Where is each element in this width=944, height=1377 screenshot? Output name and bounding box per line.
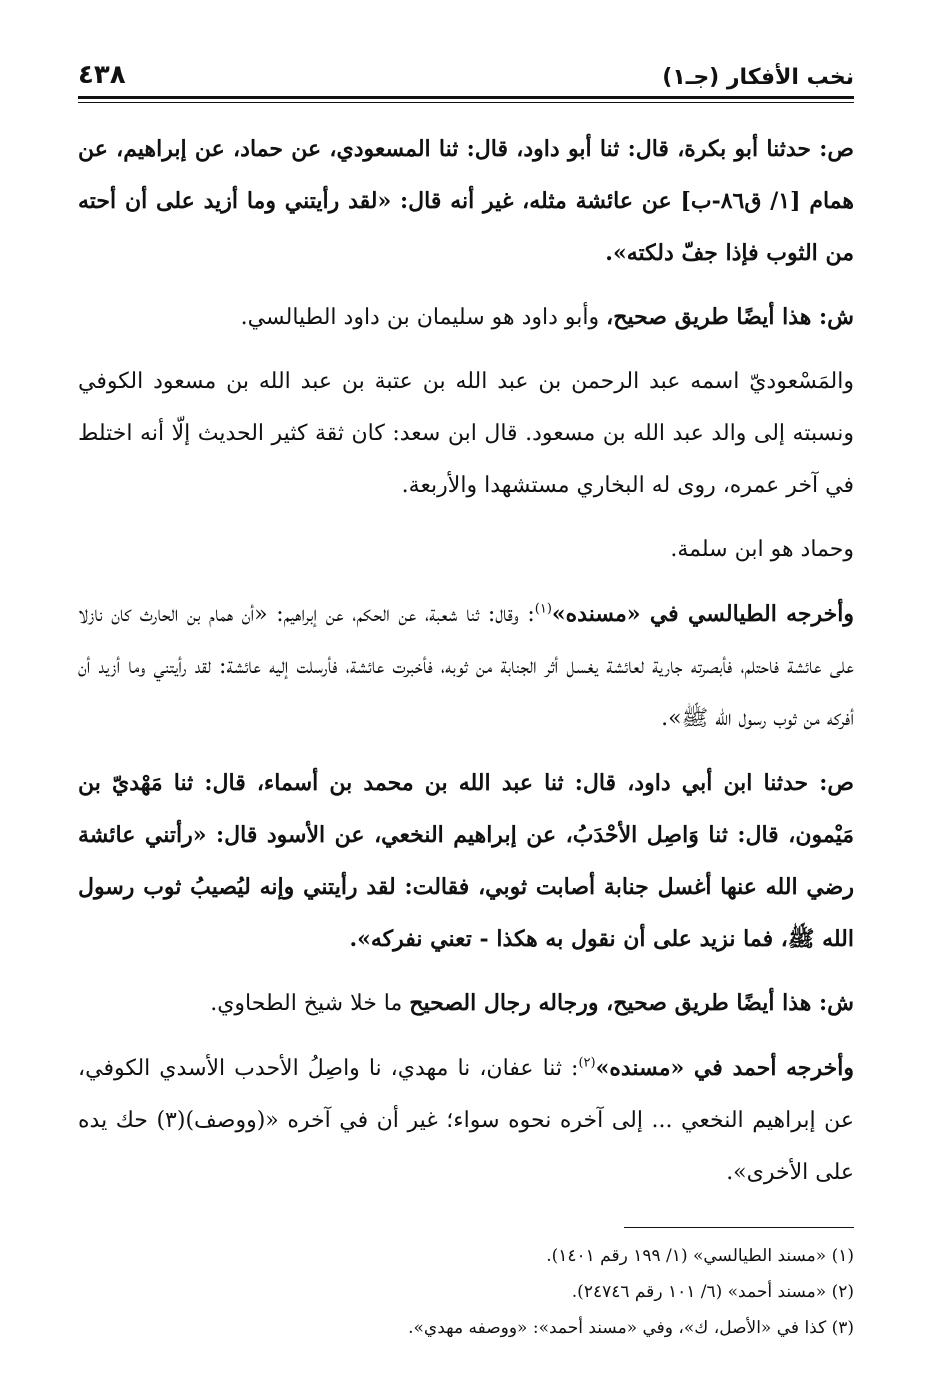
footnote-ref[interactable]: (٢) bbox=[578, 1055, 596, 1071]
paragraph-text: والمَسْعوديّ اسمه عبد الرحمن بن عبد الله بن عتبة بن عبد الله بن مسعود الكوفي ونسبته إلى والد عبد الله بن مسعود. قال ابن سعد: كان ثقة كثير الحديث إلّا أنه اختلط في آخر عمره، روى له البخاري مستشهدا والأربعة. bbox=[78, 369, 854, 498]
paragraph-lead: ش: هذا أيضًا طريق صحيح، ورجاله رجال الصحيح bbox=[409, 990, 854, 1016]
paragraph-lead: وأخرجه أحمد في «مسنده» bbox=[595, 1055, 854, 1081]
paragraph-lead: وأخرجه الطيالسي في «مسنده» bbox=[551, 601, 854, 627]
paragraph bbox=[78, 757, 854, 965]
paragraph-lead: ش: هذا أيضًا طريق صحيح، bbox=[606, 304, 854, 330]
paragraph-text: ما خلا شيخ الطحاوي. bbox=[210, 991, 410, 1016]
footnote: (١) «مسند الطيالسي» (١/ ١٩٩ رقم ١٤٠١). bbox=[546, 1246, 854, 1266]
paragraph-text: وأبو داود هو سليمان بن داود الطيالسي. bbox=[240, 305, 607, 330]
paragraph-text: : ثنا عفان، نا مهدي، نا واصِلُ الأحدب الأسدي الكوفي، عن إبراهيم النخعي ... إلى آخره نحوه سواء؛ غير أن في آخره «(ووصف)(٣) حك يده على الأخرى». bbox=[78, 1056, 854, 1185]
running-title: نخب الأفكار (جـ١) bbox=[662, 65, 854, 90]
page bbox=[78, 50, 854, 1346]
footnote: (٢) «مسند أحمد» (٦/ ١٠١ رقم ٢٤٧٤٦). bbox=[571, 1282, 854, 1302]
body-text bbox=[78, 123, 854, 1199]
page-number: ٤٣٨ bbox=[78, 60, 126, 90]
paragraph bbox=[78, 123, 854, 279]
paragraph-text: وحماد هو ابن سلمة. bbox=[670, 537, 854, 562]
paragraph bbox=[78, 1042, 854, 1199]
paragraph-text: ص: حدثنا ابن أبي داود، قال: ثنا عبد الله بن محمد بن أسماء، قال: ثنا مَهْديّ بن مَيْمون، قال: ثنا وَاصِل الأحْدَبُ، عن إبراهيم النخعي، عن الأسود قال: «رأتني عائشة رضي الله عنها أغسل جنابة أصابت ثوبي، فقالت: لقد رأيتني وإنه ليُصيبُ ثوب رسول الله ﷺ، فما نزيد على أن نقول به هكذا - تعني نفركه». bbox=[78, 770, 854, 952]
paragraph bbox=[78, 588, 854, 745]
paragraph-text: ص: حدثنا أبو بكرة، قال: ثنا أبو داود، قال: ثنا المسعودي، عن حماد، عن إبراهيم، عن همام [١/ ق٨٦-ب] عن عائشة مثله، غير أنه قال: «لقد رأيتني وما أزيد على أن أحته من الثوب فإذا جفّ دلكته». bbox=[78, 136, 855, 266]
header-rule-thin bbox=[78, 102, 854, 103]
paragraph bbox=[78, 524, 854, 576]
paragraph bbox=[78, 291, 854, 344]
footnote: (٣) كذا في «الأصل، ك»، وفي «مسند أحمد»: «ووصفه مهدي». bbox=[408, 1318, 854, 1338]
paragraph bbox=[78, 977, 854, 1030]
footnote-ref[interactable]: (١) bbox=[534, 601, 552, 617]
page-header bbox=[78, 50, 854, 90]
paragraph-text: : وقال: ثنا شعبة، عن الحكم، عن إبراهيم: «أن همام بن الحارث كان نازلا على عائشة فاحتلم، فأبصرته جارية لعائشة يغسل أثر الجنابة من ثوبه، فأخبرت عائشة، فأرسلت إليه عائشة: لقد رأيتني وما أزيد أن أفركه من ثوب رسول الله ﷺ». bbox=[78, 602, 854, 731]
paragraph bbox=[78, 356, 854, 512]
header-rule-thick bbox=[78, 96, 854, 99]
footnote-separator bbox=[624, 1227, 854, 1228]
footnotes bbox=[78, 1238, 854, 1346]
